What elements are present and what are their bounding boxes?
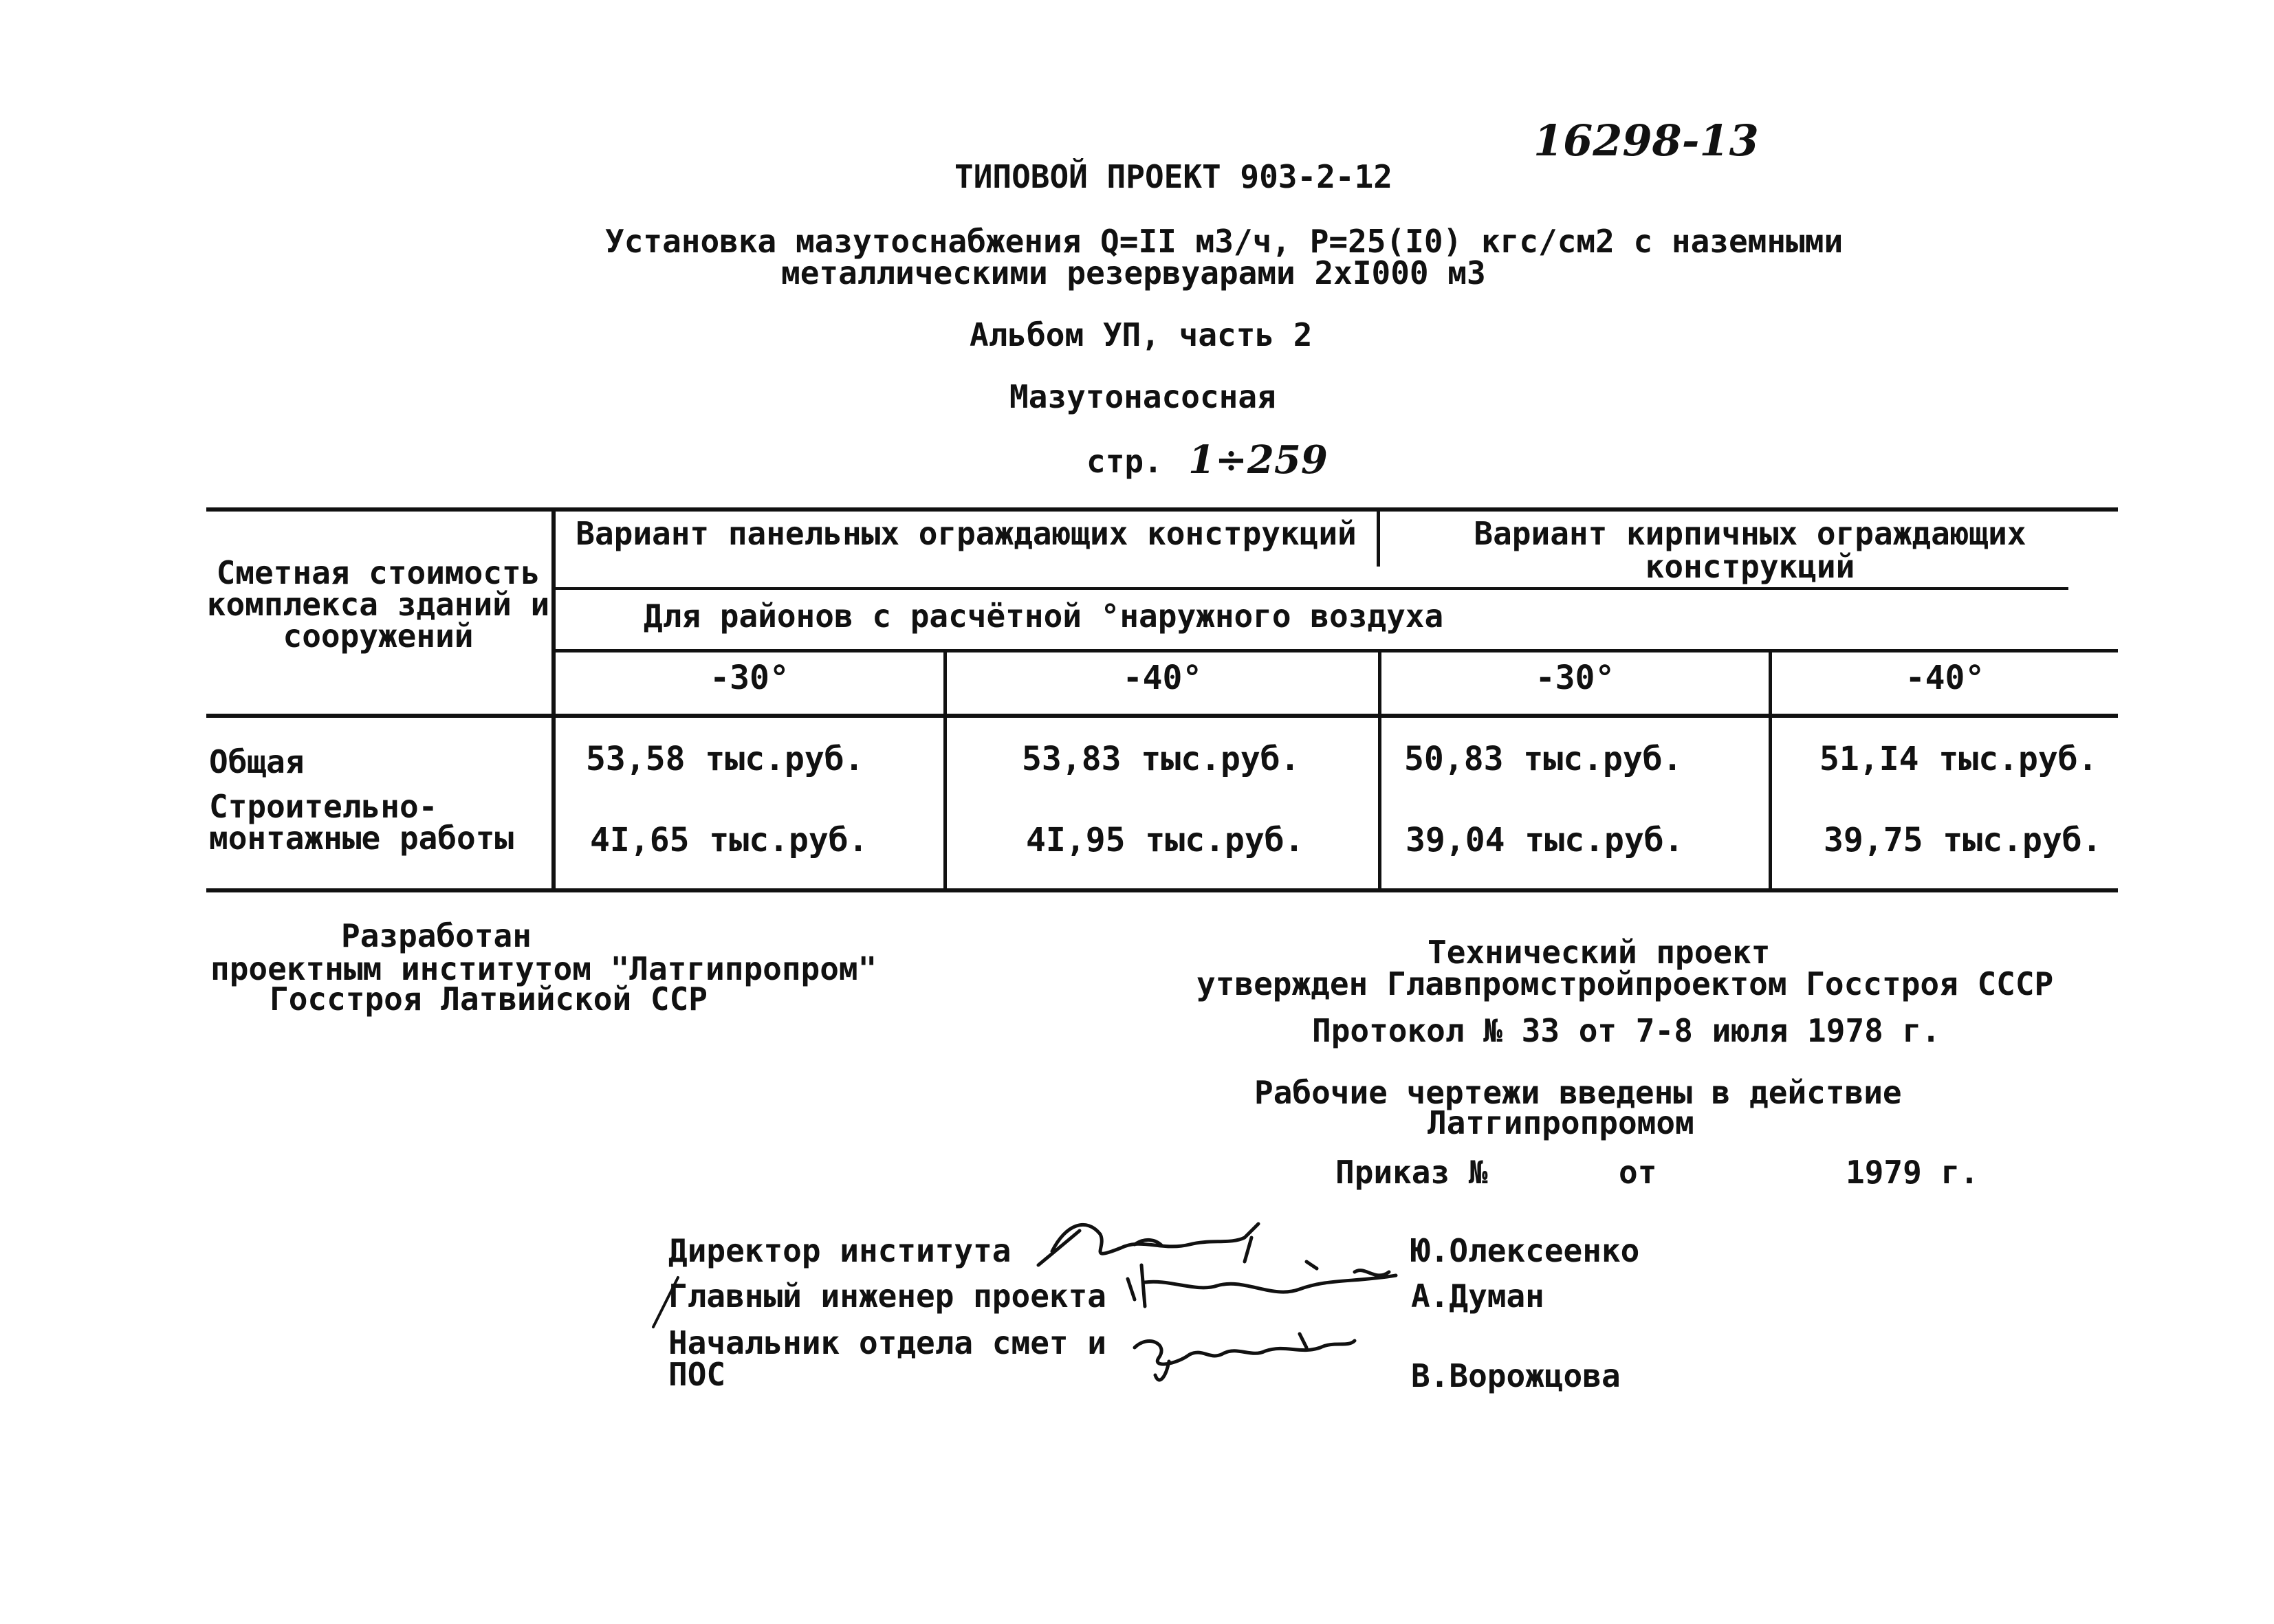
order-year: 1979 г.	[1846, 1154, 1979, 1191]
pages-label: стр.	[1086, 443, 1163, 480]
order-from: от	[1619, 1154, 1657, 1191]
approval-line-5: Латгипропромом	[1428, 1104, 1694, 1141]
table-variant-rule	[556, 587, 2068, 590]
subtitle-line-1: Установка мазутоснабжения Q=II м3/ч, Р=25(I0) кгс/см2 с наземными	[605, 223, 1844, 260]
signature-slash	[645, 1272, 686, 1334]
row-label-total: Общая	[209, 743, 305, 780]
table-temp-rule	[556, 649, 2118, 652]
document-number: 16298-13	[1533, 116, 1759, 166]
row-label-construction: Строительно-монтажные работы	[209, 788, 514, 857]
signatory-position-estimates-head: Начальник отдела смет и ПОС	[668, 1324, 1106, 1393]
temp-col-2: -40°	[1122, 659, 1203, 697]
pages-range: 1÷259	[1188, 437, 1328, 483]
table-cell: 39,75 тыс.руб.	[1824, 821, 2102, 859]
signatory-name-estimates-head: В.Ворожцова	[1411, 1357, 1621, 1394]
order-label: Приказ №	[1335, 1154, 1488, 1191]
section-title: Мазутонасосная	[1009, 378, 1276, 415]
approval-line-4: Рабочие чертежи введены в действие	[1254, 1074, 1902, 1111]
subtitle-line-2: металлическими резервуарами 2хI000 м3	[781, 254, 1486, 292]
table-bottom-rule	[206, 888, 2118, 892]
album-label: Альбом УП, часть 2	[970, 316, 1313, 353]
table-col-rule-1	[551, 512, 556, 888]
approval-line-3: Протокол № 33 от 7-8 июля 1978 г.	[1312, 1012, 1940, 1049]
table-cell: 4I,65 тыс.руб.	[590, 821, 868, 859]
developer-line-3: Госстроя Латвийской ССР	[270, 980, 708, 1018]
developer-line-2: проектным институтом "Латгипропром"	[210, 950, 877, 987]
table-col-rule-variant	[1377, 512, 1380, 567]
table-cell: 53,58 тыс.руб.	[586, 740, 864, 778]
temp-col-4: -40°	[1905, 659, 1985, 697]
variant-panel-header: Вариант панельных ограждающих конструкций	[576, 515, 1357, 552]
table-cell: 39,04 тыс.руб.	[1406, 821, 1684, 859]
signature-chief-engineer	[1121, 1251, 1410, 1313]
table-cell: 4I,95 тыс.руб.	[1026, 821, 1304, 859]
variant-brick-header: Вариант кирпичных ограждающих конструкций	[1474, 515, 2026, 585]
temp-col-3: -30°	[1535, 659, 1615, 697]
project-title: ТИПОВОЙ ПРОЕКТ 903-2-12	[954, 158, 1392, 195]
table-top-rule	[206, 507, 2118, 512]
developer-line-1: Разработан	[341, 917, 532, 954]
signatory-name-director: Ю.Олексеенко	[1411, 1232, 1640, 1269]
approval-line-2: утвержден Главпромстройпроектом Госстроя СССР	[1196, 965, 2054, 1002]
table-cell: 50,83 тыс.руб.	[1404, 740, 1683, 778]
table-cell: 51,I4 тыс.руб.	[1819, 740, 2098, 778]
signatory-position-director: Директор института	[668, 1232, 1012, 1269]
temperature-note: Для районов с расчётной °наружного воздуха	[644, 597, 1444, 635]
approval-line-1: Технический проект	[1428, 934, 1771, 971]
table-cell: 53,83 тыс.руб.	[1022, 740, 1300, 778]
signatory-position-chief-engineer: Главный инженер проекта	[668, 1277, 1106, 1315]
signatory-name-chief-engineer: А.Думан	[1411, 1277, 1544, 1315]
signature-estimates-head	[1128, 1320, 1362, 1389]
table-header-rule	[206, 714, 2118, 718]
row-header-label: Сметная стоимость комплекса зданий и сооружений	[206, 554, 550, 655]
temp-col-1: -30°	[710, 659, 789, 697]
